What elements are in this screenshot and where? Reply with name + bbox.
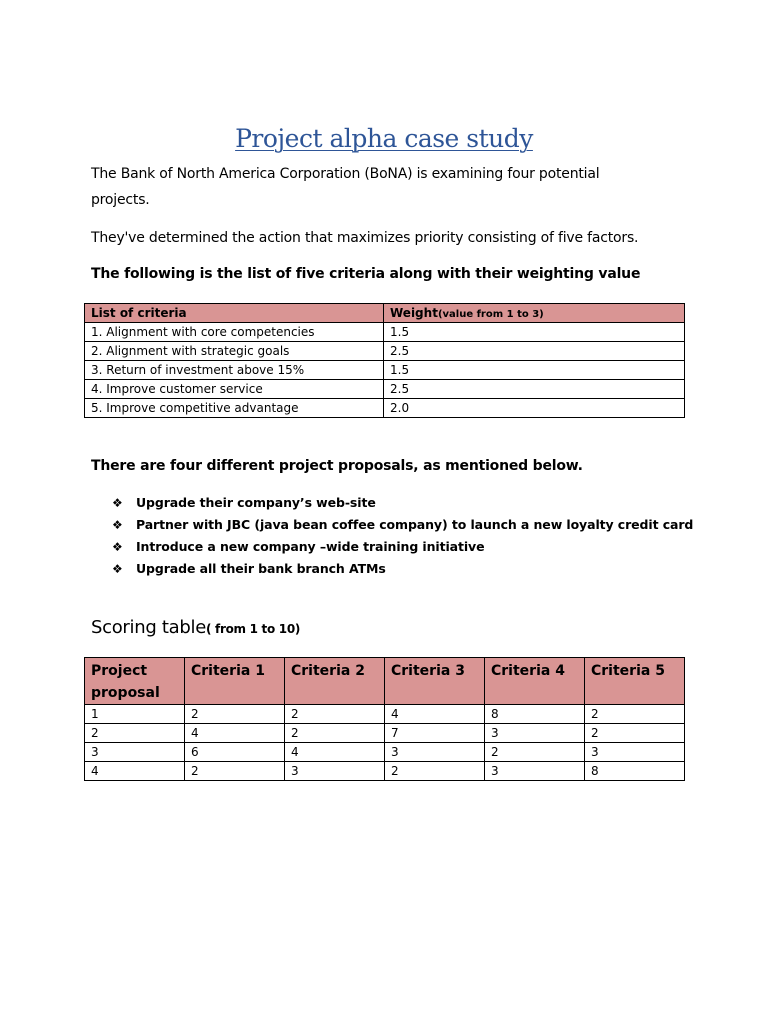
- scoring-table-header: [85, 658, 685, 705]
- score-cell: 2: [485, 743, 585, 762]
- weight-cell: 2.5: [384, 380, 685, 399]
- proposal-list: [112, 492, 693, 580]
- scoring-row: [85, 762, 685, 781]
- criteria-cell: 2. Alignment with strategic goals: [85, 342, 384, 361]
- criteria-row: [85, 323, 685, 342]
- criteria-cell: 1. Alignment with core competencies: [85, 323, 384, 342]
- criteria-cell: 5. Improve competitive advantage: [85, 399, 384, 418]
- proposal-item: [112, 514, 693, 536]
- scoring-heading: [91, 617, 300, 638]
- score-cell: 4: [85, 762, 185, 781]
- scoring-header-cell: Project proposal: [85, 658, 185, 705]
- criteria-header-cell: List of criteria: [85, 304, 384, 323]
- weight-cell: 2.5: [384, 342, 685, 361]
- score-cell: 4: [385, 705, 485, 724]
- score-cell: 3: [385, 743, 485, 762]
- score-cell: 2: [285, 724, 385, 743]
- scoring-header-cell: Criteria 5: [585, 658, 685, 705]
- proposal-item: [112, 536, 693, 558]
- scoring-heading-label: Scoring table: [91, 617, 206, 638]
- proposal-text: Partner with JBC (java bean coffee company) to launch a new loyalty credit card: [136, 517, 694, 532]
- page-title: Project alpha case study: [235, 124, 533, 153]
- weight-cell: 1.5: [384, 323, 685, 342]
- score-cell: 2: [385, 762, 485, 781]
- weight-cell: 1.5: [384, 361, 685, 380]
- proposal-text: Upgrade all their bank branch ATMs: [136, 561, 386, 576]
- scoring-header-cell: Criteria 2: [285, 658, 385, 705]
- scoring-header-cell: Criteria 4: [485, 658, 585, 705]
- scoring-row: [85, 724, 685, 743]
- score-cell: 2: [585, 724, 685, 743]
- intro-paragraph: The Bank of North America Corporation (BoNA) is examining four potential projects.: [91, 166, 600, 208]
- score-cell: 3: [85, 743, 185, 762]
- score-cell: 3: [285, 762, 385, 781]
- score-cell: 1: [85, 705, 185, 724]
- proposal-item: [112, 558, 693, 580]
- score-cell: 7: [385, 724, 485, 743]
- proposals-heading: There are four different project proposals, as mentioned below.: [91, 458, 583, 474]
- weight-header-note: (value from 1 to 3): [437, 309, 544, 320]
- proposal-item: [112, 492, 693, 514]
- weight-header-label: Weight: [390, 306, 438, 320]
- criteria-row: [85, 380, 685, 399]
- score-cell: 8: [485, 705, 585, 724]
- criteria-row: [85, 342, 685, 361]
- scoring-header-cell: Criteria 1: [185, 658, 285, 705]
- diamond-bullet-icon: ❖: [112, 518, 123, 532]
- proposal-text: Introduce a new company –wide training initiative: [136, 539, 485, 554]
- weight-header-cell: [384, 304, 685, 323]
- score-cell: 6: [185, 743, 285, 762]
- score-cell: 2: [585, 705, 685, 724]
- scoring-row: [85, 743, 685, 762]
- diamond-bullet-icon: ❖: [112, 496, 123, 510]
- score-cell: 2: [185, 705, 285, 724]
- score-cell: 8: [585, 762, 685, 781]
- criteria-cell: 3. Return of investment above 15%: [85, 361, 384, 380]
- scoring-table: [84, 657, 685, 781]
- criteria-cell: 4. Improve customer service: [85, 380, 384, 399]
- criteria-heading: The following is the list of five criteria along with their weighting value: [91, 266, 641, 282]
- scoring-row: [85, 705, 685, 724]
- score-cell: 3: [485, 762, 585, 781]
- score-cell: 3: [585, 743, 685, 762]
- criteria-row: [85, 399, 685, 418]
- weight-cell: 2.0: [384, 399, 685, 418]
- score-cell: 4: [285, 743, 385, 762]
- diamond-bullet-icon: ❖: [112, 562, 123, 576]
- scoring-heading-note: ( from 1 to 10): [205, 622, 301, 636]
- determined-paragraph: They've determined the action that maximizes priority consisting of five factors.: [91, 230, 639, 246]
- criteria-table-header: [85, 304, 685, 323]
- score-cell: 2: [85, 724, 185, 743]
- score-cell: 3: [485, 724, 585, 743]
- score-cell: 2: [285, 705, 385, 724]
- score-cell: 2: [185, 762, 285, 781]
- score-cell: 4: [185, 724, 285, 743]
- criteria-table: [84, 303, 685, 418]
- scoring-header-cell: Criteria 3: [385, 658, 485, 705]
- proposal-text: Upgrade their company’s web-site: [136, 495, 376, 510]
- diamond-bullet-icon: ❖: [112, 540, 123, 554]
- criteria-row: [85, 361, 685, 380]
